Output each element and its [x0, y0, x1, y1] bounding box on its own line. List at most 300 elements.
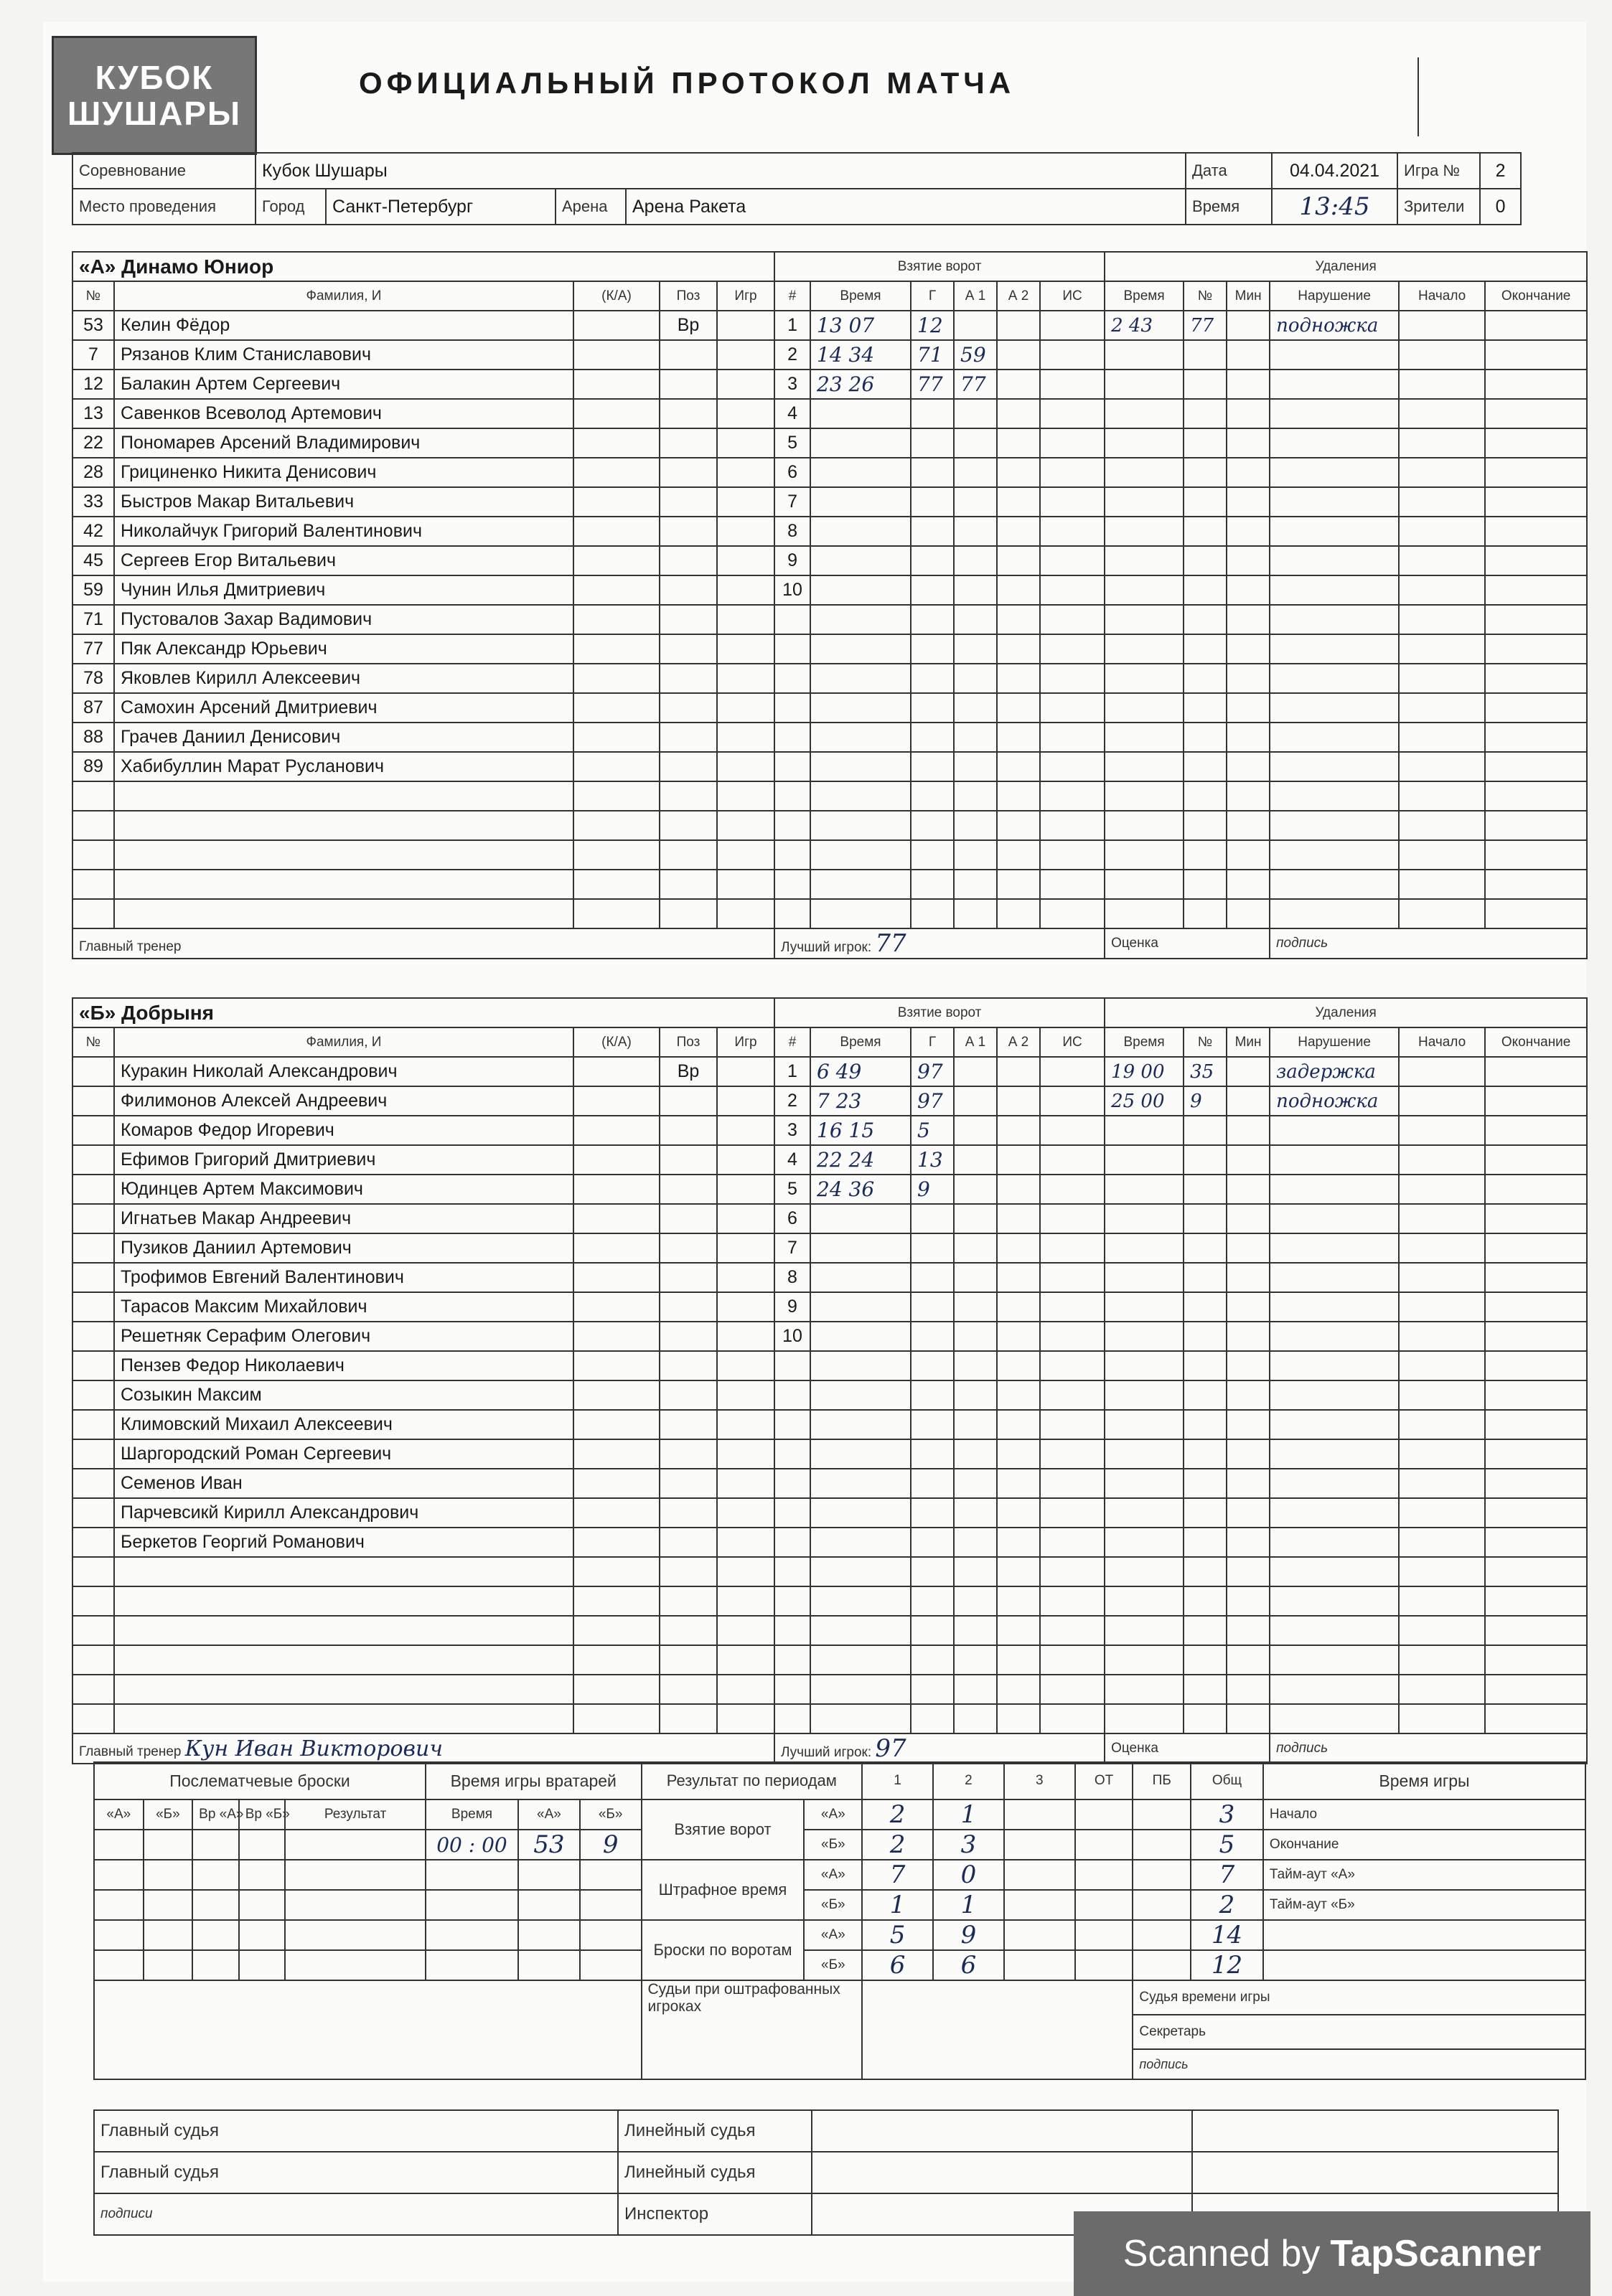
cell: 7 [1191, 1860, 1263, 1890]
player-pos [660, 1292, 717, 1322]
player-number: 78 [72, 664, 114, 693]
period-total: Общ [1191, 1762, 1263, 1799]
goal-time [810, 1322, 911, 1351]
goal-assist [954, 1410, 997, 1439]
goal-time [810, 1292, 911, 1322]
penalty-player [1184, 1292, 1227, 1322]
goal-index [774, 1380, 810, 1410]
col-time: Время [1105, 281, 1184, 311]
goal-assist [954, 840, 997, 870]
player-number [72, 1616, 114, 1645]
player-number [72, 1116, 114, 1145]
penalty-player [1184, 605, 1227, 634]
col-name: Фамилия, И [114, 281, 573, 311]
penalty-player [1184, 1498, 1227, 1528]
goal-time [810, 1410, 911, 1439]
goal-scorer [911, 1410, 954, 1439]
goal-assist [954, 811, 997, 840]
penalty-violation [1270, 1116, 1399, 1145]
penalty-judges-label: Судьи при оштрафованных игроках [642, 1980, 863, 2079]
goal-scorer: 97 [911, 1057, 954, 1086]
goal-scorer [911, 546, 954, 575]
penalty-violation [1270, 1616, 1399, 1645]
player-number [72, 1086, 114, 1116]
col-no: № [72, 1027, 114, 1057]
col-a1: А 1 [954, 1027, 997, 1057]
penalty-time [1105, 781, 1184, 811]
venue-label: Место проведения [72, 189, 256, 225]
col-min: Мин [1227, 1027, 1270, 1057]
player-pos [660, 1675, 717, 1704]
player-pos [660, 1557, 717, 1586]
team-a-tag: «А» [804, 1799, 862, 1830]
player-number: 45 [72, 546, 114, 575]
player-number [72, 1175, 114, 1204]
goal-time [810, 1704, 911, 1733]
cell: 9 [933, 1920, 1004, 1950]
penalty-time [1105, 1675, 1184, 1704]
goal-time [810, 428, 911, 458]
goal-time [810, 1263, 911, 1292]
secretary-label: Секретарь [1133, 2015, 1585, 2049]
goal-index: 3 [774, 1116, 810, 1145]
goal-index: 10 [774, 1322, 810, 1351]
goal-index [774, 1498, 810, 1528]
player-name: Пономарев Арсений Владимирович [114, 428, 573, 458]
penalty-time [1105, 1645, 1184, 1675]
penalty-player [1184, 1528, 1227, 1557]
penalty-time [1105, 1351, 1184, 1380]
penalty-player [1184, 899, 1227, 928]
penalty-player [1184, 752, 1227, 781]
penalty-violation [1270, 1175, 1399, 1204]
best-player [774, 1733, 1105, 1764]
goal-time [810, 1351, 911, 1380]
player-number [72, 1204, 114, 1233]
goal-time [810, 546, 911, 575]
coach-label-text: Главный тренер [79, 1744, 182, 1759]
goal-scorer [911, 811, 954, 840]
penalty-time [1105, 1145, 1184, 1175]
team_a-table [72, 251, 1588, 959]
player-name: Чунин Илья Дмитриевич [114, 575, 573, 605]
goal-assist [954, 1233, 997, 1263]
col-no: № [72, 281, 114, 311]
player-number [72, 1322, 114, 1351]
goal-time [810, 1645, 911, 1675]
player-pos [660, 1645, 717, 1675]
penalty-time [1105, 370, 1184, 399]
goal-index [774, 664, 810, 693]
city-value: Санкт-Петербург [326, 189, 556, 225]
player-name: Савенков Всеволод Артемович [114, 399, 573, 428]
player-name [114, 1675, 573, 1704]
city-label: Город [256, 189, 326, 225]
goal-time [810, 634, 911, 664]
penalty-violation [1270, 1528, 1399, 1557]
penalty-player [1184, 1616, 1227, 1645]
best-player [774, 928, 1105, 959]
cell: 5 [862, 1920, 933, 1950]
col-games: Игр [717, 281, 774, 311]
team-b-tag: «Б» [804, 1830, 862, 1860]
penalty-time: 25 00 [1105, 1086, 1184, 1116]
penalty-violation: задержка [1270, 1057, 1399, 1086]
shootout-col: Вр «Б» [239, 1799, 286, 1830]
player-number [72, 781, 114, 811]
penalty-player [1184, 723, 1227, 752]
game-time-row: Тайм-аут «Б» [1263, 1890, 1585, 1920]
goals-title: Взятие ворот [774, 998, 1105, 1027]
periods-label: Результат по периодам [642, 1762, 863, 1799]
player-name [114, 899, 573, 928]
player-number: 22 [72, 428, 114, 458]
col-hash: # [774, 281, 810, 311]
player-name [114, 1586, 573, 1616]
player-name [114, 781, 573, 811]
penalty-time [1105, 752, 1184, 781]
player-pos [660, 1086, 717, 1116]
goal-assist [954, 517, 997, 546]
goal-time [810, 899, 911, 928]
gk-col: «Б» [580, 1799, 642, 1830]
player-pos [660, 899, 717, 928]
inspector-label: Инспектор [618, 2193, 812, 2235]
player-name: Хабибуллин Марат Русланович [114, 752, 573, 781]
goal-assist [954, 664, 997, 693]
penalty-player: 35 [1184, 1057, 1227, 1086]
game-time-row: Тайм-аут «А» [1263, 1860, 1585, 1890]
col-a2: А 2 [997, 1027, 1040, 1057]
player-pos [660, 1322, 717, 1351]
penalty-time [1105, 1175, 1184, 1204]
player-pos [660, 870, 717, 899]
goal-scorer [911, 752, 954, 781]
player-pos: Вр [660, 1057, 717, 1086]
main-judge-label: Главный судья [94, 2152, 618, 2193]
penalty-player [1184, 1116, 1227, 1145]
goal-time [810, 517, 911, 546]
col-a2: А 2 [997, 281, 1040, 311]
col-end: Окончание [1485, 1027, 1587, 1057]
penalty-violation [1270, 1380, 1399, 1410]
rating-label: Оценка [1105, 1733, 1270, 1764]
player-name: Пяк Александр Юрьевич [114, 634, 573, 664]
goal-scorer [911, 1675, 954, 1704]
penalty-player: 9 [1184, 1086, 1227, 1116]
penalty-time [1105, 1557, 1184, 1586]
penalty-player [1184, 458, 1227, 487]
player-number: 13 [72, 399, 114, 428]
player-number [72, 1675, 114, 1704]
player-name: Ефимов Григорий Дмитриевич [114, 1145, 573, 1175]
best-label: Лучший игрок: [781, 940, 872, 955]
penalty-violation [1270, 693, 1399, 723]
penalty-time [1105, 693, 1184, 723]
goal-time: 16 15 [810, 1116, 911, 1145]
player-number: 42 [72, 517, 114, 546]
period-1: 1 [862, 1762, 933, 1799]
shootout-label: Послематчевые броски [94, 1762, 426, 1799]
date-value: 04.04.2021 [1272, 153, 1397, 189]
goal-assist [954, 1322, 997, 1351]
player-name [114, 811, 573, 840]
player-name: Пузиков Даниил Артемович [114, 1233, 573, 1263]
goal-scorer [911, 605, 954, 634]
col-ka: (К/А) [573, 281, 660, 311]
goal-scorer [911, 840, 954, 870]
goal-scorer: 5 [911, 1116, 954, 1145]
penalty-player [1184, 1145, 1227, 1175]
game-label: Игра № [1397, 153, 1480, 189]
penalty-time [1105, 1292, 1184, 1322]
goal-assist [954, 634, 997, 664]
page-title: ОФИЦИАЛЬНЫЙ ПРОТОКОЛ МАТЧА [359, 66, 1016, 100]
cell: 3 [1191, 1799, 1263, 1830]
best-value: 77 [875, 929, 906, 958]
goal-scorer [911, 664, 954, 693]
coach-name: Кун Иван Викторович [184, 1736, 443, 1761]
goal-time [810, 781, 911, 811]
col-time: Время [1105, 1027, 1184, 1057]
player-name: Беркетов Георгий Романович [114, 1528, 573, 1557]
main-judge-label: Главный судья [94, 2110, 618, 2152]
player-name [114, 870, 573, 899]
player-number [72, 1233, 114, 1263]
goal-assist [954, 1292, 997, 1322]
player-number: 87 [72, 693, 114, 723]
penalty-violation [1270, 1204, 1399, 1233]
player-pos [660, 634, 717, 664]
player-number [72, 1263, 114, 1292]
competition-label: Соревнование [72, 153, 256, 189]
col-g: Г [911, 281, 954, 311]
col-min: Мин [1227, 281, 1270, 311]
goal-assist [954, 605, 997, 634]
goal-scorer [911, 575, 954, 605]
penalty-time [1105, 664, 1184, 693]
cell: 6 [933, 1950, 1004, 1980]
player-name: Сергеев Егор Витальевич [114, 546, 573, 575]
spectators-label: Зрители [1397, 189, 1480, 225]
penalty-violation [1270, 1469, 1399, 1498]
best-value: 97 [875, 1734, 906, 1763]
goal-index: 1 [774, 1057, 810, 1086]
rating-label: Оценка [1105, 928, 1270, 959]
player-number [72, 811, 114, 840]
player-number [72, 1469, 114, 1498]
goal-scorer [911, 1204, 954, 1233]
spectators-value: 0 [1480, 189, 1521, 225]
player-pos [660, 370, 717, 399]
goal-assist [954, 1145, 997, 1175]
col-violation: Нарушение [1270, 1027, 1399, 1057]
period-pb: ПБ [1133, 1762, 1191, 1799]
player-number [72, 1586, 114, 1616]
goal-assist [954, 399, 997, 428]
cell: 12 [1191, 1950, 1263, 1980]
goal-index [774, 1675, 810, 1704]
penalty-player [1184, 1380, 1227, 1410]
team-a-tag: «А» [804, 1920, 862, 1950]
penalty-violation [1270, 1675, 1399, 1704]
player-number [72, 1528, 114, 1557]
goal-scorer [911, 1616, 954, 1645]
penalty-violation [1270, 1645, 1399, 1675]
goal-time [810, 1557, 911, 1586]
penalty-player [1184, 1263, 1227, 1292]
penalty-time: 19 00 [1105, 1057, 1184, 1086]
cell: 0 [933, 1860, 1004, 1890]
goal-assist [954, 899, 997, 928]
penalty-player [1184, 1557, 1227, 1586]
goal-scorer: 9 [911, 1175, 954, 1204]
col-time: Время [810, 281, 911, 311]
goal-index: 3 [774, 370, 810, 399]
team_b-title: «Б» Добрыня [72, 998, 774, 1027]
line-judge-label: Линейный судья [618, 2152, 812, 2193]
competition-value: Кубок Шушары [256, 153, 1186, 189]
player-name: Пустовалов Захар Вадимович [114, 605, 573, 634]
player-pos: Вр [660, 311, 717, 340]
player-number: 89 [72, 752, 114, 781]
penalty-time [1105, 1704, 1184, 1733]
penalty-violation [1270, 546, 1399, 575]
penalty-player [1184, 634, 1227, 664]
penalty-player [1184, 575, 1227, 605]
shootout-col: Результат [285, 1799, 426, 1830]
cell: 2 [862, 1830, 933, 1860]
goal-scorer [911, 1351, 954, 1380]
goal-index [774, 870, 810, 899]
penalty-time [1105, 1469, 1184, 1498]
player-pos [660, 1175, 717, 1204]
goal-assist [954, 1086, 997, 1116]
penalty-violation [1270, 634, 1399, 664]
goal-scorer [911, 1439, 954, 1469]
goal-scorer [911, 428, 954, 458]
goal-assist [954, 752, 997, 781]
penalty-player [1184, 1439, 1227, 1469]
penalty-time [1105, 899, 1184, 928]
cell: 7 [862, 1860, 933, 1890]
col-no: № [1184, 281, 1227, 311]
period-2: 2 [933, 1762, 1004, 1799]
col-pos: Поз [660, 281, 717, 311]
penalty-player [1184, 1322, 1227, 1351]
goal-time [810, 1439, 911, 1469]
date-label: Дата [1186, 153, 1272, 189]
goal-index [774, 723, 810, 752]
player-pos [660, 1204, 717, 1233]
player-pos [660, 340, 717, 370]
penalty-violation [1270, 1704, 1399, 1733]
player-name: Самохин Арсений Дмитриевич [114, 693, 573, 723]
player-number: 88 [72, 723, 114, 752]
col-hash: # [774, 1027, 810, 1057]
goal-index: 5 [774, 1175, 810, 1204]
penalties-title: Удаления [1105, 252, 1587, 281]
goal-index: 9 [774, 1292, 810, 1322]
goal-scorer [911, 1557, 954, 1586]
player-number [72, 1057, 114, 1086]
penalty-violation [1270, 458, 1399, 487]
goal-assist [954, 1616, 997, 1645]
goal-index: 2 [774, 1086, 810, 1116]
penalty-player [1184, 487, 1227, 517]
penalty-violation [1270, 1351, 1399, 1380]
team-b-tag: «Б» [804, 1950, 862, 1980]
penalty-time [1105, 1498, 1184, 1528]
player-pos [660, 1351, 717, 1380]
penalty-player [1184, 1351, 1227, 1380]
goal-scorer: 97 [911, 1086, 954, 1116]
goal-scorer [911, 458, 954, 487]
arena-value: Арена Ракета [626, 189, 1186, 225]
goal-index [774, 1616, 810, 1645]
penalty-violation [1270, 1557, 1399, 1586]
goal-time [810, 1233, 911, 1263]
col-ka: (К/А) [573, 1027, 660, 1057]
goal-scorer [911, 1586, 954, 1616]
goal-assist [954, 1528, 997, 1557]
penalty-time [1105, 634, 1184, 664]
penalty-violation [1270, 605, 1399, 634]
penalty-violation [1270, 517, 1399, 546]
goal-assist [954, 781, 997, 811]
penalty-player [1184, 1204, 1227, 1233]
player-number [72, 1557, 114, 1586]
penalty-time [1105, 723, 1184, 752]
penalty-time [1105, 1322, 1184, 1351]
goal-scorer [911, 899, 954, 928]
cell: 3 [933, 1830, 1004, 1860]
goal-scorer [911, 723, 954, 752]
goal-time [810, 1528, 911, 1557]
player-name: Грициненко Никита Денисович [114, 458, 573, 487]
goal-time: 24 36 [810, 1175, 911, 1204]
goal-assist [954, 458, 997, 487]
game-time-row: Начало [1263, 1799, 1585, 1830]
goal-assist [954, 1380, 997, 1410]
best-label: Лучший игрок: [781, 1745, 872, 1760]
penalty-time [1105, 1586, 1184, 1616]
penalty-time [1105, 840, 1184, 870]
penalty-time [1105, 1116, 1184, 1145]
player-name: Парчевсикй Кирилл Александрович [114, 1498, 573, 1528]
goal-scorer: 71 [911, 340, 954, 370]
player-name: Быстров Макар Витальевич [114, 487, 573, 517]
goal-assist: 59 [954, 340, 997, 370]
player-number [72, 1145, 114, 1175]
player-name: Шаргородский Роман Сергеевич [114, 1439, 573, 1469]
player-name: Рязанов Клим Станиславович [114, 340, 573, 370]
penalty-player [1184, 811, 1227, 840]
player-pos [660, 1616, 717, 1645]
goal-scorer [911, 693, 954, 723]
goal-assist [954, 870, 997, 899]
player-number: 28 [72, 458, 114, 487]
goal-assist [954, 1439, 997, 1469]
goal-index: 10 [774, 575, 810, 605]
goal-index: 4 [774, 399, 810, 428]
player-pos [660, 605, 717, 634]
goal-time [810, 1498, 911, 1528]
goal-time [810, 487, 911, 517]
coach-label-text: Главный тренер [79, 938, 182, 954]
goal-time [810, 870, 911, 899]
player-number [72, 1439, 114, 1469]
